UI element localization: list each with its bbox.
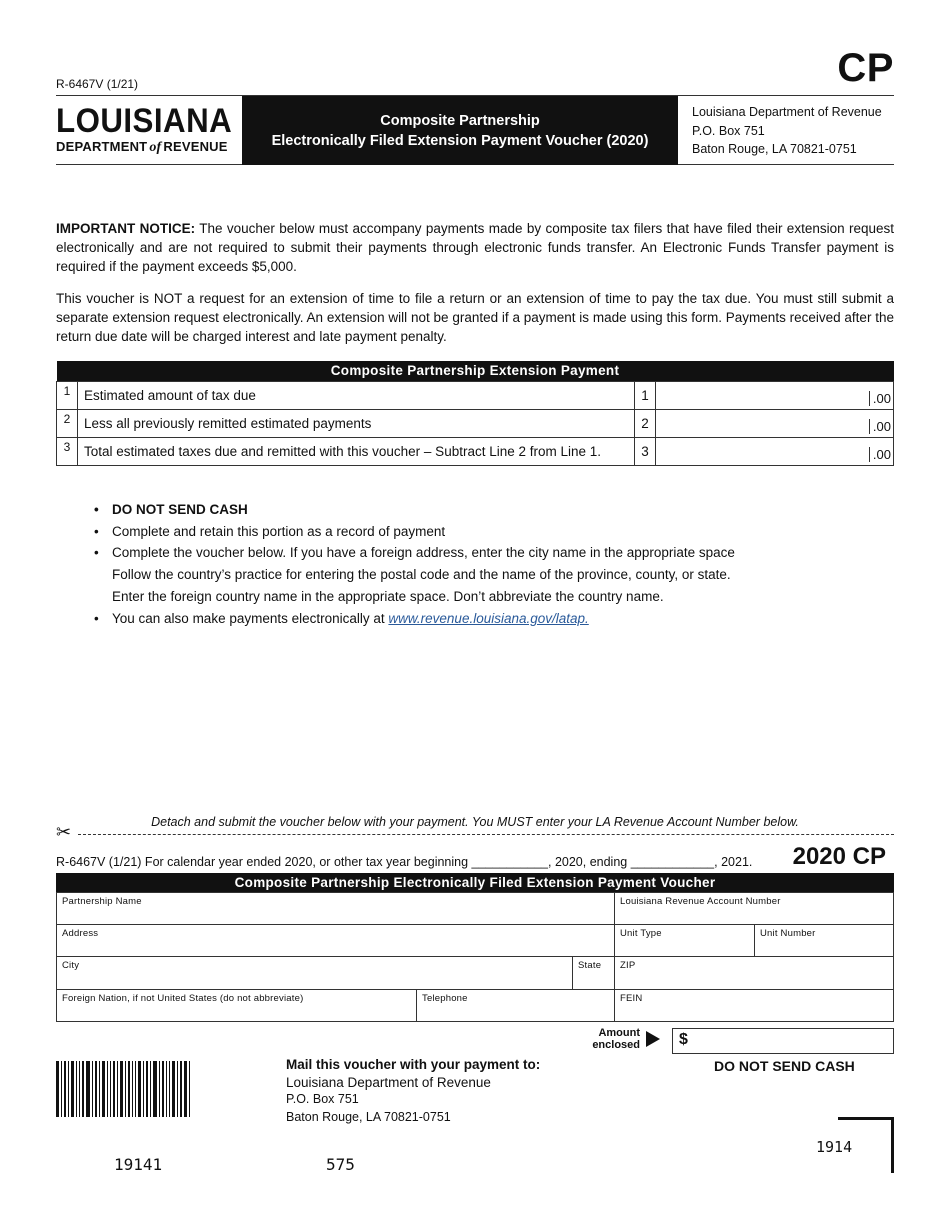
- scissors-icon: ✂: [56, 822, 72, 842]
- row-number: 3: [57, 437, 78, 465]
- fein-field[interactable]: FEIN: [614, 989, 894, 1022]
- total-remitted-field[interactable]: .00: [656, 437, 894, 465]
- previous-payments-field[interactable]: .00: [656, 409, 894, 437]
- voucher-year-code: 2020 CP: [792, 843, 886, 870]
- form-title-line2: Electronically Filed Extension Payment Voucher (2020): [271, 133, 649, 149]
- latap-link[interactable]: www.revenue.louisiana.gov/latap.: [388, 610, 589, 626]
- foreign-nation-field[interactable]: Foreign Nation, if not United States (do not abbreviate): [56, 989, 417, 1022]
- table-row: [57, 381, 894, 409]
- logo-wordmark: LOUISIANA: [56, 102, 233, 140]
- instructions-list: [94, 499, 735, 629]
- mailing-address: Mail this voucher with your payment to: Louisiana Department of Revenue P.O. Box 751 Baton Rouge, LA 70821-0751: [286, 1057, 541, 1124]
- notice-paragraph-2: This voucher is NOT a request for an extension of time to file a return or an extension of time to pay the tax due. You must still submit a separate extension request electronically. An extension will not be granted if a payment is made using this form. Payments received after the return due date will be charged interest and late payment penalty.: [56, 291, 894, 344]
- account-number-field[interactable]: Louisiana Revenue Account Number: [614, 892, 894, 925]
- list-item: • Complete and retain this portion as a record of payment: [94, 521, 735, 543]
- scan-code-middle: 575: [326, 1155, 355, 1174]
- do-not-send-cash: DO NOT SEND CASH: [714, 1058, 855, 1074]
- list-item: • DO NOT SEND CASH: [94, 499, 735, 521]
- address-field[interactable]: Address: [56, 924, 615, 957]
- cut-line: [78, 834, 894, 835]
- form-title-block: [242, 96, 678, 165]
- table-row: [57, 409, 894, 437]
- amount-enclosed-field[interactable]: $: [672, 1028, 894, 1054]
- detach-instruction: Detach and submit the voucher below with your payment. You MUST enter your LA Revenue Account Number below.: [151, 815, 799, 829]
- payment-table-title: Composite Partnership Extension Payment: [57, 361, 894, 381]
- line-number: 3: [635, 437, 656, 465]
- department-address: Louisiana Department of Revenue P.O. Box 751 Baton Rouge, LA 70821-0751: [692, 105, 882, 156]
- line-number: 2: [635, 409, 656, 437]
- city-field[interactable]: City: [56, 956, 573, 990]
- form-code: CP: [837, 46, 894, 90]
- arrow-right-icon: [646, 1031, 660, 1047]
- row-number: 1: [57, 381, 78, 409]
- scan-code-right: 1914: [816, 1138, 853, 1156]
- list-item: • Complete the voucher below. If you have a foreign address, enter the city name in the appropriate space: [94, 542, 735, 564]
- barcode: [56, 1061, 206, 1117]
- logo-subtitle: DEPARTMENT of REVENUE: [56, 139, 228, 155]
- mail-heading: Mail this voucher with your payment to:: [286, 1057, 541, 1072]
- notice-text: The voucher below must accompany payments made by composite tax filers that have filed their extension request electronically and are not required to submit their payments through electronic funds transfer. An Electronic Funds Transfer payment is required if the payment exceeds $5,000.: [56, 221, 894, 274]
- notice-label: IMPORTANT NOTICE:: [56, 221, 196, 236]
- registration-corner-mark: [838, 1117, 894, 1173]
- zip-field[interactable]: ZIP: [614, 956, 894, 990]
- estimated-tax-due-field[interactable]: .00: [656, 381, 894, 409]
- state-field[interactable]: State: [572, 956, 615, 990]
- ldr-logo: [56, 96, 242, 165]
- list-item-continued: Follow the country’s practice for entering the postal code and the name of the province, county, or state.: [112, 567, 731, 583]
- voucher-title: Composite Partnership Electronically Filed Extension Payment Voucher: [56, 873, 894, 892]
- form-header: [56, 96, 894, 165]
- list-item: • You can also make payments electronically at www.revenue.louisiana.gov/latap.: [94, 608, 735, 630]
- unit-type-field[interactable]: Unit Type: [614, 924, 755, 957]
- row-label: Less all previously remitted estimated payments: [78, 409, 635, 437]
- amount-enclosed-label: Amount enclosed: [592, 1027, 640, 1051]
- form-number: R-6467V (1/21): [56, 77, 139, 91]
- line-number: 1: [635, 381, 656, 409]
- partnership-name-field[interactable]: Partnership Name: [56, 892, 615, 925]
- scan-code-left: 19141: [114, 1155, 163, 1174]
- form-title-line1: Composite Partnership: [380, 113, 540, 129]
- tax-year-line: R-6467V (1/21) For calendar year ended 2020, or other tax year beginning ___________, 2020, ending ____________, 2021.: [56, 855, 753, 869]
- payment-table: [56, 361, 894, 466]
- row-label: Total estimated taxes due and remitted with this voucher – Subtract Line 2 from Line 1.: [78, 437, 635, 465]
- row-label: Estimated amount of tax due: [78, 381, 635, 409]
- list-item-continued: Enter the foreign country name in the appropriate space. Don’t abbreviate the country name.: [112, 588, 664, 604]
- important-notice: [56, 219, 894, 276]
- table-row: [57, 437, 894, 465]
- telephone-field[interactable]: Telephone: [416, 989, 615, 1022]
- row-number: 2: [57, 409, 78, 437]
- unit-number-field[interactable]: Unit Number: [754, 924, 894, 957]
